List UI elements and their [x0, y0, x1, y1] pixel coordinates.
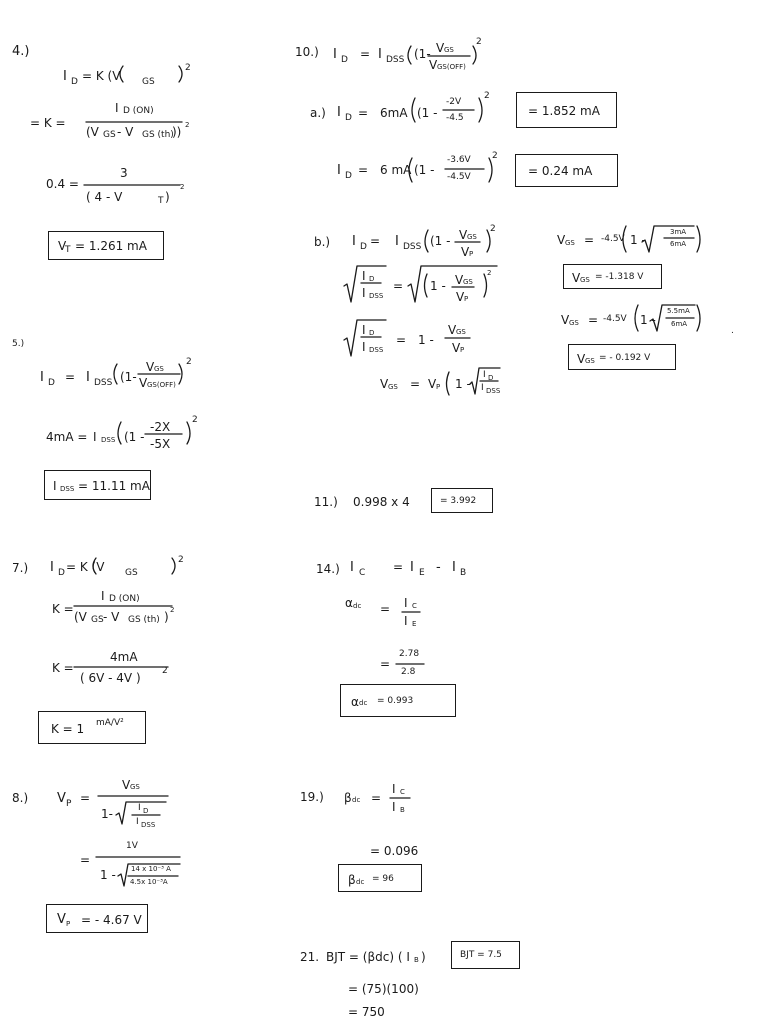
subscript: GS	[565, 239, 575, 247]
equation-term: V	[561, 313, 570, 327]
equation-term: K =	[52, 661, 74, 675]
fraction-numerator: -2X	[150, 420, 171, 434]
superscript: 2	[180, 183, 185, 191]
subscript: GS	[444, 46, 454, 54]
subscript: E	[412, 620, 417, 628]
radical-numerator: I	[138, 803, 141, 813]
subscript: D	[341, 55, 348, 65]
answer-value: = -1.318 V	[595, 272, 644, 282]
subscript: DSS	[386, 55, 405, 65]
fraction-denominator: - V	[117, 125, 134, 139]
fraction-numerator: 2.78	[399, 649, 420, 659]
superscript: 2	[490, 224, 496, 234]
fraction-denominator: V	[139, 376, 148, 390]
paren-stroke	[412, 98, 415, 122]
fraction-denominator: 6mA	[670, 240, 687, 248]
equation-term: =	[396, 333, 407, 347]
subscript: GS	[467, 233, 477, 241]
fraction-denominator: -5X	[150, 437, 171, 451]
answer-value: = 0.993	[377, 696, 414, 706]
equation-term: (1-	[414, 47, 431, 61]
equation-term: I	[452, 560, 456, 575]
equation-term: =	[358, 163, 369, 177]
fraction-denominator: 2.8	[401, 667, 416, 677]
fraction-numerator: V	[146, 360, 155, 374]
fraction-numerator: I	[404, 596, 408, 610]
fraction-numerator: V	[122, 778, 131, 792]
subscript: D	[48, 378, 55, 388]
subscript: GS	[580, 276, 590, 284]
subscript: C	[412, 602, 417, 610]
fraction-numerator: -3.6V	[447, 155, 471, 165]
equation-term: 1 -	[430, 279, 446, 293]
equation-term: α	[345, 596, 353, 610]
answer-box	[515, 154, 618, 187]
fraction-denominator: 6mA	[671, 320, 688, 328]
subscript: D	[71, 77, 78, 87]
subscript: D (ON)	[123, 106, 154, 116]
subscript: DSS	[141, 821, 156, 829]
equation-term: V	[380, 377, 389, 391]
fraction-denominator: )	[165, 190, 170, 204]
equation-term: -4.5V	[603, 314, 627, 324]
subscript: D	[360, 242, 367, 252]
fraction-denominator: V	[429, 58, 438, 72]
equation-term: 1 -	[455, 377, 471, 391]
equation-term: 6 mA	[380, 163, 412, 177]
fraction-denominator: V	[461, 245, 470, 259]
answer-box	[38, 711, 146, 744]
fraction-denominator: 1 -	[100, 868, 116, 882]
equation-term: I	[352, 234, 356, 249]
subscript: DSS	[486, 387, 501, 395]
superscript: 2	[476, 37, 482, 47]
fraction-denominator: (V	[86, 125, 99, 139]
subscript: GS	[154, 365, 164, 373]
paren-stroke	[473, 46, 476, 64]
equation-term: =	[358, 106, 369, 120]
equation-term: =	[588, 313, 599, 327]
equation-term: (1 -	[430, 234, 451, 248]
equation-term: =	[393, 279, 404, 293]
answer-value: = - 0.192 V	[599, 353, 651, 363]
fraction-denominator: I	[404, 614, 408, 628]
equation-term: BJT = (βdc) ( I	[326, 950, 410, 964]
equation-term: =	[80, 853, 91, 867]
fraction-numerator: 3mA	[670, 228, 687, 236]
equation-term: =	[380, 602, 391, 616]
answer-box	[563, 264, 662, 289]
subscript: dc	[359, 699, 368, 707]
equation-term: 1 -	[640, 313, 656, 327]
paren-stroke	[425, 274, 428, 297]
radical-sign	[642, 226, 694, 252]
fraction-denominator: 1-	[101, 807, 113, 821]
fraction-numerator: -2V	[446, 97, 462, 107]
problem-number: 21.	[300, 950, 320, 964]
fraction-denominator: - V	[103, 610, 120, 624]
problem-number: 5.)	[12, 339, 25, 349]
subscript: P	[464, 295, 469, 303]
subscript: B	[400, 806, 405, 814]
equation-term: I	[378, 47, 382, 62]
equation-term: =	[393, 560, 404, 574]
equation-term: 1 -	[418, 333, 434, 347]
equation-term: =	[410, 377, 421, 391]
fraction-denominator: -4.5	[446, 113, 464, 123]
subscript: E	[419, 568, 425, 578]
equation-term: (1-	[120, 370, 137, 384]
equation-term: V	[557, 233, 566, 247]
equation-term: I	[350, 560, 354, 575]
subscript: GS	[91, 615, 104, 625]
equation-term: I	[93, 430, 97, 444]
subscript: D	[345, 113, 352, 123]
subscript: C	[400, 788, 405, 796]
fraction-numerator: 1V	[126, 841, 138, 851]
fraction-denominator: -4.5V	[447, 172, 471, 182]
subscript: GS	[142, 77, 155, 87]
equation-term: =	[65, 370, 76, 384]
superscript: 2	[170, 606, 175, 614]
superscript: 2	[162, 666, 168, 676]
answer-value: = 3.992	[440, 496, 477, 506]
paren-stroke	[489, 158, 492, 182]
radical-denominator: I	[362, 286, 366, 300]
answer-text: V	[58, 239, 67, 253]
fraction-numerator: V	[459, 228, 468, 242]
answer-text: α	[351, 695, 359, 709]
fraction-denominator: ))	[172, 125, 182, 139]
subscript: D	[58, 568, 65, 578]
radical-numerator: I	[362, 269, 366, 283]
subscript: P	[66, 799, 72, 809]
superscript: 2	[192, 415, 198, 425]
answer-box	[44, 470, 151, 500]
subscript: D	[369, 329, 375, 337]
subscript: GS	[130, 783, 140, 791]
equation-term: = K (V	[82, 69, 121, 83]
problem-number: 8.)	[12, 791, 29, 805]
superscript: 2	[487, 269, 492, 277]
fraction-numerator: V	[448, 323, 457, 337]
paren-stroke	[697, 226, 700, 252]
equation-term: 1 -	[630, 233, 646, 247]
paren-stroke	[447, 372, 450, 395]
subscript: DSS	[94, 378, 113, 388]
subscript: dc	[353, 602, 362, 610]
radical-denominator: I	[362, 340, 366, 354]
fraction-denominator: V	[456, 290, 465, 304]
answer-box	[516, 92, 617, 128]
equation-term: I	[410, 560, 414, 575]
problem-number: 11.)	[314, 495, 338, 509]
subscript: D	[345, 171, 352, 181]
subscript: GS	[463, 278, 473, 286]
radical-numerator: 14 x 10⁻³ A	[131, 865, 171, 873]
equation-term: 0.4 =	[46, 177, 79, 191]
subscript: dc	[352, 796, 361, 804]
equation-term: = 750	[348, 1005, 385, 1019]
subscript: DSS	[60, 485, 75, 493]
superscript: 2	[185, 63, 191, 73]
paren-stroke	[425, 230, 428, 252]
paren-stroke	[114, 364, 117, 384]
fraction-denominator: ( 6V - 4V )	[80, 671, 141, 685]
problem-number: 7.)	[12, 561, 29, 575]
answer-value: = - 4.67 V	[81, 913, 142, 927]
problem-number: 4.)	[12, 44, 30, 59]
subscript: DSS	[101, 436, 116, 444]
subscript: D	[488, 374, 494, 382]
subscript: T	[158, 196, 164, 206]
equation-term: I	[40, 370, 44, 385]
subscript: GS (th)	[142, 130, 174, 140]
subscript: DSS	[403, 242, 422, 252]
paren-stroke	[479, 98, 482, 122]
subscript: D (ON)	[109, 594, 140, 604]
equation-term: = (75)(100)	[348, 982, 419, 996]
problem-number: 14.)	[316, 562, 340, 576]
equation-term: I	[50, 560, 54, 575]
subscript: P	[469, 250, 474, 258]
subscript: C	[359, 568, 366, 578]
answer-box	[340, 684, 456, 717]
paren-stroke	[187, 422, 190, 444]
equation-term: =	[380, 657, 391, 671]
equation-term: I	[86, 370, 90, 385]
fraction-denominator: V	[452, 341, 461, 355]
equation-term: 0.998 x 4	[353, 495, 410, 509]
answer-value: = 11.11 mA	[78, 479, 150, 493]
equation-term: =	[371, 791, 382, 805]
radical-denominator: I	[136, 817, 139, 827]
paren-stroke	[118, 422, 121, 444]
subscript: B	[414, 956, 419, 964]
answer-text: I	[53, 479, 57, 493]
answer-value: = 1.852 mA	[528, 104, 600, 118]
subscript: P	[66, 920, 71, 928]
fraction-numerator: 3	[120, 166, 128, 180]
problem-number: 10.)	[295, 45, 319, 59]
fraction-numerator: I	[101, 589, 105, 603]
radical-denominator: 4.5x 10⁻³A	[130, 878, 168, 886]
subscript: D	[369, 275, 375, 283]
equation-term: (1 -	[124, 430, 145, 444]
subscript: P	[460, 346, 465, 354]
subscript: GS (th)	[128, 615, 160, 625]
problem-number: 19.)	[300, 790, 324, 804]
radical-numerator: I	[483, 370, 486, 380]
fraction-numerator: V	[436, 41, 445, 55]
superscript: 2	[492, 151, 498, 161]
answer-text: β	[348, 873, 356, 887]
stray-mark: .	[731, 326, 734, 336]
fraction-numerator: 4mA	[110, 650, 138, 664]
superscript: 2	[484, 91, 490, 101]
answer-value: BJT = 7.5	[460, 950, 502, 960]
superscript: 2	[186, 357, 192, 367]
equation-term: (1 -	[414, 163, 435, 177]
answer-box	[338, 864, 422, 892]
equation-term: -4.5V	[601, 234, 625, 244]
subscript: GS	[456, 328, 466, 336]
answer-text: V	[572, 271, 581, 285]
answer-text: K = 1	[51, 722, 85, 736]
paren-stroke	[697, 305, 700, 331]
equation-term: =	[360, 47, 371, 61]
paren-stroke	[635, 305, 638, 331]
equation-term: V	[57, 791, 66, 806]
subscript: GS(OFF)	[437, 63, 466, 71]
equation-term: (1 -	[417, 106, 438, 120]
equation-term: 4mA =	[46, 430, 88, 444]
answer-value: = 0.24 mA	[528, 164, 593, 178]
subscript: GS	[569, 319, 579, 327]
answer-box	[451, 941, 520, 969]
answer-text: V	[577, 352, 586, 366]
equation-term: I	[337, 163, 341, 178]
fraction-denominator: )	[164, 610, 169, 624]
equation-term: -	[436, 560, 441, 575]
equation-term: β	[344, 791, 352, 805]
equation-term: 6mA	[380, 106, 408, 120]
equation-term: = K (V	[66, 560, 105, 574]
equation-term: = 0.096	[370, 844, 419, 858]
part-label: b.)	[314, 235, 331, 249]
subscript: GS	[103, 130, 116, 140]
equation-term: K =	[52, 602, 74, 616]
radical-denominator: I	[481, 383, 484, 393]
fraction-denominator: (V	[74, 610, 87, 624]
paren-stroke	[408, 46, 411, 64]
answer-value: = 96	[372, 874, 394, 884]
answer-box	[568, 344, 676, 370]
fraction-denominator: I	[392, 800, 396, 814]
paren-stroke	[179, 364, 182, 384]
subscript: GS	[585, 357, 595, 365]
equation-term: V	[428, 377, 437, 391]
subscript: P	[436, 383, 441, 391]
answer-unit: mA/V²	[96, 718, 124, 728]
equation-term: =	[584, 233, 595, 247]
fraction-numerator: I	[115, 101, 119, 115]
fraction-numerator: V	[455, 273, 464, 287]
equation-term: )	[421, 950, 426, 964]
superscript: 2	[185, 121, 190, 129]
equation-term: I	[337, 105, 341, 120]
equation-term: =	[370, 234, 381, 248]
subscript: B	[460, 568, 467, 578]
equation-term: I	[395, 234, 399, 249]
answer-box	[46, 904, 148, 933]
paren-stroke	[484, 274, 487, 297]
subscript: T	[65, 245, 71, 255]
fraction-numerator: 5.5mA	[667, 307, 690, 315]
radical-numerator: I	[362, 323, 366, 337]
answer-box	[431, 488, 493, 513]
equation-term: I	[63, 69, 67, 84]
equation-term: =	[80, 791, 91, 805]
fraction-denominator: ( 4 - V	[86, 190, 123, 204]
radical-sign	[408, 266, 497, 302]
answer-text: V	[57, 912, 66, 927]
fraction-numerator: I	[392, 782, 396, 796]
paren-stroke	[179, 66, 182, 82]
answer-value: = 1.261 mA	[75, 239, 147, 253]
subscript: DSS	[369, 292, 384, 300]
subscript: DSS	[369, 346, 384, 354]
subscript: GS	[388, 383, 398, 391]
superscript: 2	[178, 555, 184, 565]
paren-stroke	[172, 558, 175, 574]
subscript: dc	[356, 878, 365, 886]
part-label: a.)	[310, 106, 326, 120]
answer-box	[48, 231, 164, 260]
subscript: GS(OFF)	[147, 381, 176, 389]
equation-term: I	[333, 47, 337, 62]
subscript: GS	[125, 568, 138, 578]
subscript: D	[143, 807, 149, 815]
equation-term: = K =	[30, 116, 66, 130]
